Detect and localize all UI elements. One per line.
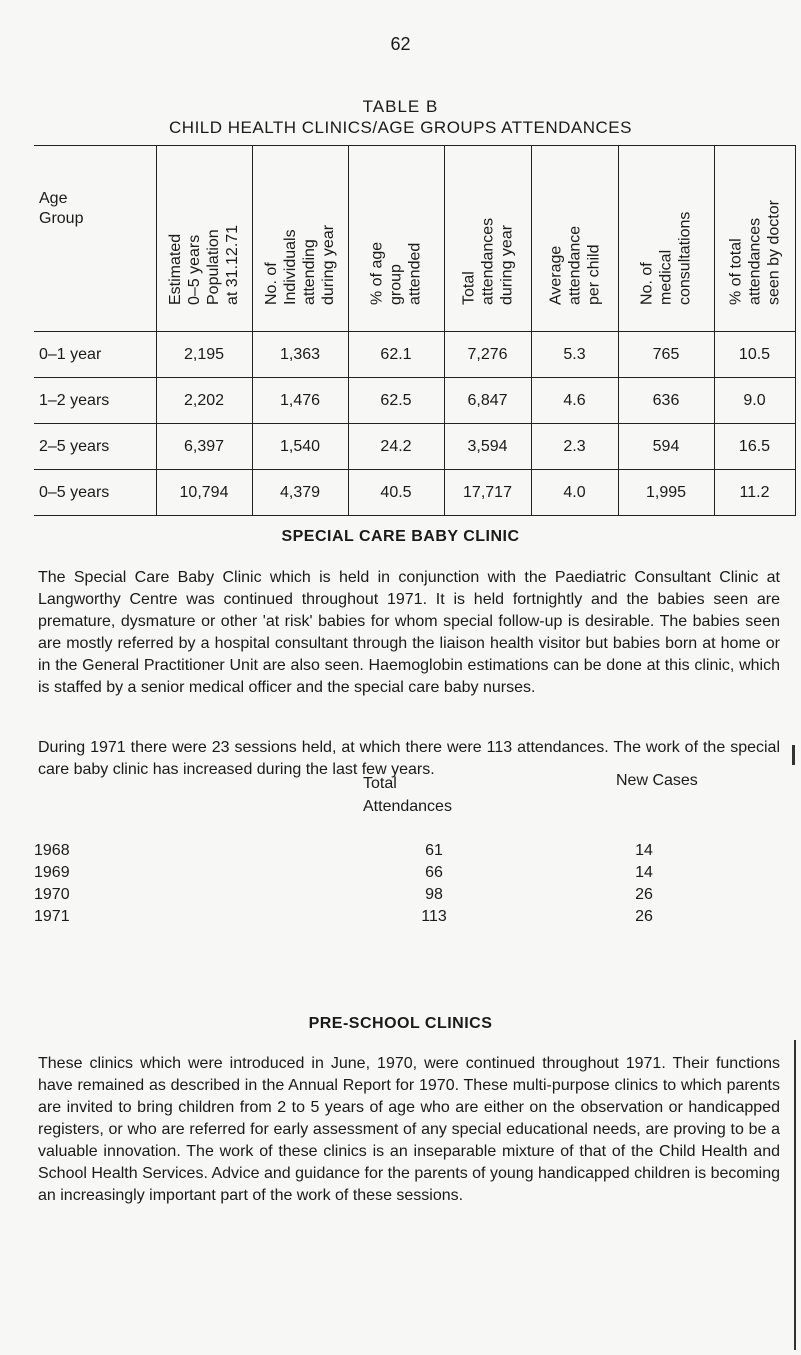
column-header-age-group: [34, 146, 156, 332]
table-cell: 0–5 years: [34, 470, 156, 516]
table-cell: 0–1 year: [34, 332, 156, 378]
scan-edge-mark: [794, 1040, 796, 1350]
attendance-new: 26: [635, 908, 653, 925]
page-number: 62: [390, 34, 411, 54]
attendance-new: 26: [635, 886, 653, 903]
table-cell: 1,540: [252, 424, 348, 470]
table-cell: 1,995: [618, 470, 714, 516]
table-cell: 636: [618, 378, 714, 424]
attendance-year: 1971: [34, 908, 70, 925]
table-cell: 11.2: [714, 470, 795, 516]
table-cell: 62.5: [348, 378, 444, 424]
table-cell: 765: [618, 332, 714, 378]
attendance-column-header-new: New Cases: [616, 772, 698, 789]
section-heading-pre-school: PRE-SCHOOL CLINICS: [308, 1015, 493, 1032]
special-care-paragraph-2: During 1971 there were 23 sessions held, at which there were 113 attendances. The work of the special care baby clinic has increased during the last few years.: [38, 739, 780, 778]
table-cell: 9.0: [714, 378, 795, 424]
table-cell: 17,717: [444, 470, 531, 516]
column-header-text: No. of Individuals attending during year: [263, 224, 337, 305]
table-row: [34, 378, 795, 424]
column-header-total-attendances: [444, 146, 531, 332]
attendance-year: 1970: [34, 886, 70, 903]
table-cell: 24.2: [348, 424, 444, 470]
table-cell: 10,794: [156, 470, 252, 516]
table-cell: 4.0: [531, 470, 618, 516]
column-header-percent-attended: [348, 146, 444, 332]
table-cell: 62.1: [348, 332, 444, 378]
table-row: [34, 332, 795, 378]
table-cell: 2,202: [156, 378, 252, 424]
attendance-year: 1969: [34, 864, 70, 881]
table-label: TABLE B: [362, 97, 439, 116]
attendance-row: [34, 842, 654, 864]
special-care-paragraph-1: The Special Care Baby Clinic which is held in conjunction with the Paediatric Consultant Clinic at Langworthy Centre was continued throughout 1971. It is held fortnightly and the babies seen are premature, dysmature or other 'at risk' babies for whom special follow-up is desirable. The babies seen are mostly referred by a hospital consultant through the liaison health visitor but babies born at home or in the General Practitioner Unit are also seen. Haemoglobin estimations can be done at this clinic, which is staffed by a senior medical officer and the special care baby nurses.: [38, 569, 780, 696]
attendance-total: 98: [425, 886, 443, 903]
attendance-new: 14: [635, 842, 653, 859]
scan-edge-mark: [792, 745, 795, 765]
table-cell: 10.5: [714, 332, 795, 378]
table-cell: 4.6: [531, 378, 618, 424]
section-heading-special-care: SPECIAL CARE BABY CLINIC: [281, 528, 520, 545]
column-header-text: No. of medical consultations: [638, 211, 694, 305]
table-cell: 6,847: [444, 378, 531, 424]
table-cell: 2,195: [156, 332, 252, 378]
table-cell: 1,363: [252, 332, 348, 378]
attendance-row: [34, 886, 654, 908]
column-header-text: Total attendances during year: [460, 217, 515, 305]
attendance-row: [34, 864, 654, 886]
attendance-total: 61: [425, 842, 443, 859]
table-row: [34, 424, 795, 470]
table-cell: 5.3: [531, 332, 618, 378]
table-title: CHILD HEALTH CLINICS/AGE GROUPS ATTENDANCES: [169, 118, 632, 137]
column-header-individuals: [252, 146, 348, 332]
table-cell: 2.3: [531, 424, 618, 470]
column-header-population: [156, 146, 252, 332]
column-header-text: % of age group attended: [368, 241, 424, 305]
column-header-text: Age Group: [39, 190, 84, 227]
column-header-percent-seen-by-doctor: [714, 146, 795, 332]
column-header-text: Estimated 0–5 years Population at 31.12.71: [167, 224, 241, 305]
attendance-new: 14: [635, 864, 653, 881]
table-cell: 3,594: [444, 424, 531, 470]
attendance-total: 113: [421, 908, 447, 925]
table-row-total: [34, 470, 795, 516]
table-cell: 40.5: [348, 470, 444, 516]
table-cell: 594: [618, 424, 714, 470]
header-line: Attendances: [363, 798, 452, 815]
attendance-column-header-total: [363, 772, 452, 818]
table-header-row: [34, 146, 795, 332]
table-cell: 7,276: [444, 332, 531, 378]
attendance-total: 66: [425, 864, 443, 881]
attendance-row: [34, 908, 654, 930]
column-header-text: % of total attendances seen by doctor: [727, 199, 782, 305]
header-line: Total: [363, 775, 397, 792]
column-header-text: Average attendance per child: [547, 225, 602, 305]
table-cell: 6,397: [156, 424, 252, 470]
table-cell: 4,379: [252, 470, 348, 516]
attendance-year: 1968: [34, 842, 70, 859]
table-cell: 1,476: [252, 378, 348, 424]
table-cell: 16.5: [714, 424, 795, 470]
attendance-table: [34, 145, 796, 516]
pre-school-paragraph: These clinics which were introduced in June, 1970, were continued throughout 1971. Their functions have remained as described in the Annual Report for 1970. These multi-purpose clinics to which parents are invited to bring children from 2 to 5 years of age who are either on the observation or handicapped registers, or who are referred for early assessment of any special educational needs, are proving to be a valuable innovation. The work of these clinics is an inseparable mixture of that of the Child Health and School Health Services. Advice and guidance for the parents of young handicapped children is becoming an increasingly important part of the work of these sessions.: [38, 1055, 780, 1204]
table-cell: 2–5 years: [34, 424, 156, 470]
column-header-average-attendance: [531, 146, 618, 332]
column-header-consultations: [618, 146, 714, 332]
table-cell: 1–2 years: [34, 378, 156, 424]
